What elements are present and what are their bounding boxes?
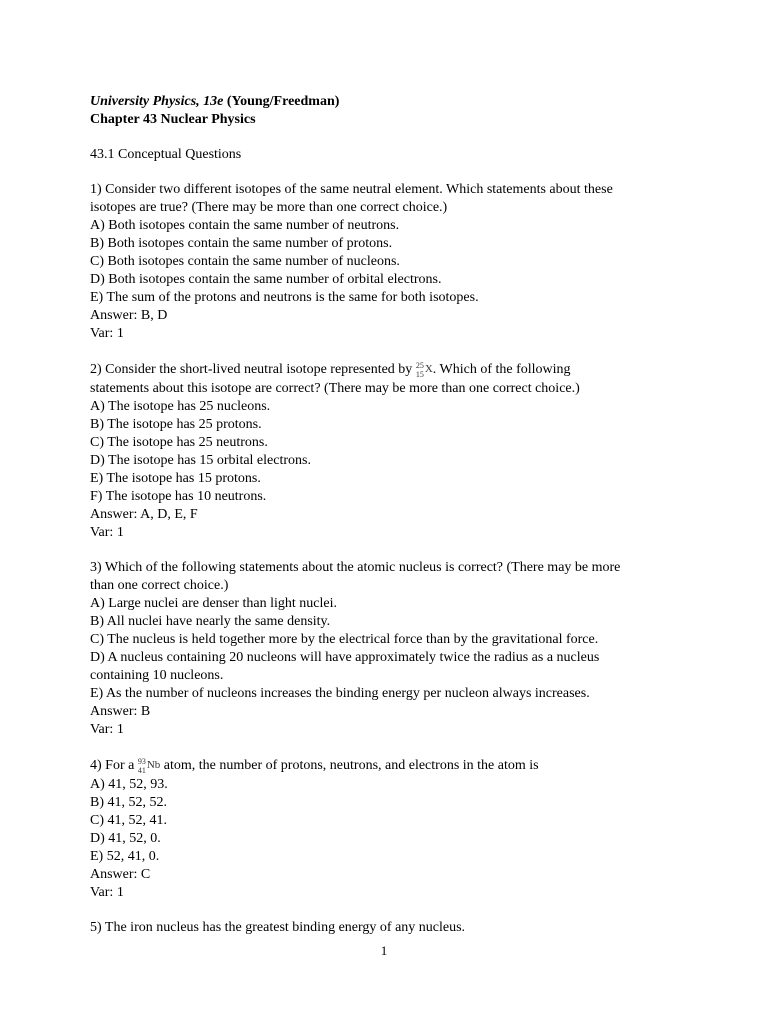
question-stem: 3) Which of the following statements about the atomic nucleus is correct? (There may be more <box>90 560 621 575</box>
nuclide-symbol <box>416 361 433 379</box>
answer-key: Answer: B <box>90 704 151 719</box>
answer-option: E) As the number of nucleons increases the binding energy per nucleon always increases. <box>90 686 590 701</box>
chapter-title: Chapter 43 Nuclear Physics <box>90 112 256 127</box>
answer-option: A) Both isotopes contain the same number of neutrons. <box>90 218 400 233</box>
book-title-line <box>90 93 680 111</box>
answer-key: Answer: A, D, E, F <box>90 507 198 522</box>
answer-key: Answer: C <box>90 867 151 882</box>
answer-option: E) The sum of the protons and neutrons is the same for both isotopes. <box>90 290 479 305</box>
atomic-number: 15 <box>415 369 424 379</box>
answer-key: Answer: B, D <box>90 308 168 323</box>
question-stem: 1) Consider two different isotopes of the same neutral element. Which statements about these <box>90 182 613 197</box>
variant-count: Var: 1 <box>90 722 124 737</box>
question-2 <box>90 360 680 542</box>
answer-option: C) The nucleus is held together more by the electrical force than by the gravitational force. <box>90 632 599 647</box>
section-title: 43.1 Conceptual Questions <box>90 147 242 162</box>
atomic-number: 41 <box>137 765 146 775</box>
answer-option: B) All nuclei have nearly the same density. <box>90 614 331 629</box>
question-3 <box>90 559 680 739</box>
answer-option: D) 41, 52, 0. <box>90 831 161 846</box>
variant-count: Var: 1 <box>90 885 124 900</box>
question-stem: 2) Consider the short-lived neutral isotope represented by 25 15 X. Which of the following <box>90 360 571 379</box>
page-number: 1 <box>380 943 388 958</box>
document-page <box>90 93 680 937</box>
answer-option: F) The isotope has 10 neutrons. <box>90 489 267 504</box>
question-5 <box>90 919 680 937</box>
mass-number: 25 <box>415 360 424 370</box>
book-title: University Physics, 13e <box>90 94 224 109</box>
nuclide-symbol <box>138 757 160 775</box>
document-header <box>90 93 680 129</box>
answer-option: C) Both isotopes contain the same number of nucleons. <box>90 254 400 269</box>
answer-option: A) 41, 52, 93. <box>90 777 168 792</box>
answer-option: D) Both isotopes contain the same number of orbital electrons. <box>90 272 442 287</box>
question-stem: than one correct choice.) <box>90 578 229 593</box>
question-stem: 4) For a 93 41 Nb atom, the number of protons, neutrons, and electrons in the atom is <box>90 756 539 775</box>
variant-count: Var: 1 <box>90 525 124 540</box>
variant-count: Var: 1 <box>90 326 124 341</box>
answer-option: D) The isotope has 15 orbital electrons. <box>90 453 311 468</box>
answer-option: E) 52, 41, 0. <box>90 849 160 864</box>
answer-option: B) 41, 52, 52. <box>90 795 167 810</box>
answer-option: D) A nucleus containing 20 nucleons will have approximately twice the radius as a nucleus <box>90 650 600 665</box>
question-1 <box>90 181 680 343</box>
answer-option: B) Both isotopes contain the same number of protons. <box>90 236 393 251</box>
answer-option: B) The isotope has 25 protons. <box>90 417 262 432</box>
answer-option: C) The isotope has 25 neutrons. <box>90 435 268 450</box>
question-stem: 5) The iron nucleus has the greatest binding energy of any nucleus. <box>90 920 466 935</box>
answer-option: A) The isotope has 25 nucleons. <box>90 399 271 414</box>
mass-number: 93 <box>137 756 146 766</box>
question-stem: statements about this isotope are correct? (There may be more than one correct choice.) <box>90 381 580 396</box>
book-authors: (Young/Freedman) <box>223 94 340 109</box>
question-4 <box>90 756 680 902</box>
element-symbol: Nb <box>146 759 161 772</box>
answer-option: A) Large nuclei are denser than light nuclei. <box>90 596 337 611</box>
answer-option: containing 10 nucleons. <box>90 668 224 683</box>
question-stem: isotopes are true? (There may be more than one correct choice.) <box>90 200 448 215</box>
answer-option: C) 41, 52, 41. <box>90 813 167 828</box>
element-symbol: X <box>424 363 433 376</box>
answer-option: E) The isotope has 15 protons. <box>90 471 261 486</box>
